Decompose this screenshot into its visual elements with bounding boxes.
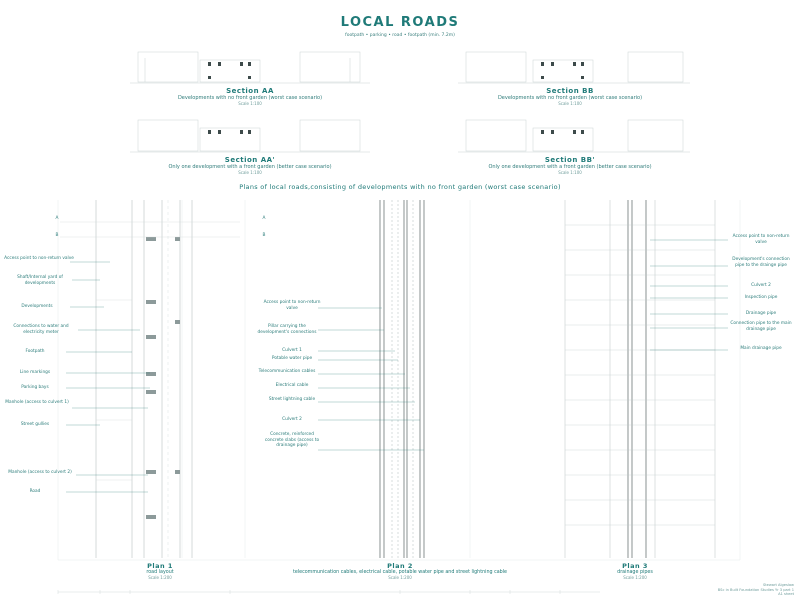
plan2-services-drawing bbox=[182, 200, 470, 558]
scale-bar bbox=[58, 590, 600, 594]
plan1-label-footpath: Footpath bbox=[25, 349, 45, 354]
section-aa2-scale: Scale 1:100 bbox=[238, 170, 262, 175]
plan2-label-culvert-2: Culvert 2 bbox=[282, 417, 302, 422]
section-aa-scale: Scale 1:100 bbox=[238, 101, 262, 106]
section-bb-desc: Developments with no front garden (worst case scenario) bbox=[497, 95, 643, 101]
plan1-caption bbox=[110, 562, 210, 580]
plan3-label-drainage-pipe: Drainage pipe bbox=[745, 311, 777, 316]
section-bb2-drawing bbox=[458, 120, 690, 152]
page-subtitle: footpath • parking • road • footpath (min. 7.2m) bbox=[345, 33, 455, 38]
page-title: LOCAL ROADS bbox=[340, 15, 460, 30]
section-aa2-caption bbox=[110, 156, 390, 175]
plan3-scale: Scale 1:200 bbox=[623, 575, 647, 580]
section-bb-caption bbox=[440, 87, 700, 106]
plan3-label-inspection-pipe: Inspection pipe bbox=[744, 295, 778, 300]
plan1-road-drawing bbox=[60, 200, 240, 558]
plan2-scale: Scale 1:200 bbox=[388, 575, 412, 580]
plan2-label-potable-water: Potable water pipe bbox=[271, 356, 313, 361]
section-bb-title: Section BB bbox=[546, 87, 594, 95]
section-bb-scale: Scale 1:100 bbox=[558, 101, 582, 106]
plan3-title: Plan 3 bbox=[622, 562, 648, 570]
plan1-title: Plan 1 bbox=[147, 562, 173, 570]
plans-title: Plans of local roads,consisting of developments with no front garden (worst case scenario) bbox=[239, 183, 561, 191]
plan3-label-connection-pipe: Development's connection pipe to the drainge pipe bbox=[732, 257, 790, 268]
section-bb2-scale: Scale 1:100 bbox=[558, 170, 582, 175]
section-aa2-desc: Only one development with a front garden (better case scenario) bbox=[168, 164, 332, 170]
marker-a-plan1: A bbox=[55, 216, 59, 221]
plan3-desc: drainage pipes bbox=[617, 570, 653, 575]
plan3-label-access-point: Access point to non-return valve bbox=[732, 234, 790, 245]
section-aa-caption bbox=[120, 87, 380, 106]
plan2-label-street-lightning: Street lightning cable bbox=[268, 397, 316, 402]
plan2-label-access-point: Access point to non-return valve bbox=[263, 300, 321, 311]
plan1-label-manhole-1: Manhole (access to culvert 1) bbox=[5, 400, 69, 405]
section-aa-title: Section AA bbox=[226, 87, 274, 95]
plan3-label-connection-main: Connection pipe to the main drainage pipe bbox=[730, 321, 792, 332]
plan2-desc: telecommunication cables, electrical cable, potable water pipe and street lightning cable bbox=[292, 570, 507, 575]
section-bb2-caption bbox=[430, 156, 710, 175]
plan2-label-telecom: Telecommunication cables bbox=[258, 369, 316, 374]
credit-block bbox=[640, 583, 794, 597]
plan3-drainage-drawing bbox=[565, 200, 728, 558]
credit-line-1: Stewart Algeslaw bbox=[762, 583, 794, 587]
plan1-label-shaft: Shaft/Internal yard of developments bbox=[17, 275, 63, 286]
plan1-label-manhole-2: Manhole (access to culvert 2) bbox=[8, 470, 72, 475]
plan1-scale: Scale 1:200 bbox=[148, 575, 172, 580]
plan2-label-slabs: Concrete, reinforced concrete slabs (access to drainage pipe) bbox=[264, 432, 320, 448]
marker-a-plan2: A bbox=[262, 216, 266, 221]
credit-line-2: BSc in Built Foundation Studies Yr 3 part 1 bbox=[717, 587, 794, 592]
section-bb-drawing bbox=[458, 52, 690, 83]
plan-frame bbox=[58, 200, 740, 560]
section-bb2-desc: Only one development with a front garden (better case scenario) bbox=[488, 164, 652, 170]
credit-line-3: A1 sheet bbox=[778, 592, 794, 597]
plan3-label-main-drainage: Main drainage pipe bbox=[740, 346, 782, 351]
section-aa2-drawing bbox=[130, 120, 370, 152]
plan3-caption bbox=[585, 562, 685, 580]
plan2-label-pillar: Pillar carrying the development's connections bbox=[257, 324, 317, 335]
plan1-label-street-gullies: Street gullies bbox=[20, 422, 50, 427]
marker-b-plan2: B bbox=[262, 233, 266, 238]
section-aa2-title: Section AA' bbox=[224, 156, 276, 164]
section-aa-desc: Developments with no front garden (worst case scenario) bbox=[177, 95, 323, 101]
plan2-caption bbox=[200, 562, 600, 580]
marker-b-plan1: B bbox=[55, 233, 59, 238]
plan1-label-connections: Connections to water and electricity meter bbox=[13, 324, 69, 335]
section-bb2-title: Section BB' bbox=[544, 156, 596, 164]
plan3-label-culvert-2: Culvert 2 bbox=[751, 283, 771, 288]
plan2-label-culvert-1: Culvert 1 bbox=[282, 348, 302, 353]
plan2-title: Plan 2 bbox=[387, 562, 413, 570]
plan1-label-line-markings: Line markings bbox=[19, 370, 51, 375]
plan1-label-access-point: Access point to non-return valve bbox=[4, 256, 74, 261]
plan1-label-parking-bays: Parking bays bbox=[21, 385, 49, 390]
plan1-desc: road layout bbox=[146, 570, 174, 575]
plan2-label-electrical: Electrical cable bbox=[275, 383, 309, 388]
plan1-label-developments: Developments bbox=[21, 304, 53, 309]
plan1-label-road: Road bbox=[29, 489, 41, 494]
